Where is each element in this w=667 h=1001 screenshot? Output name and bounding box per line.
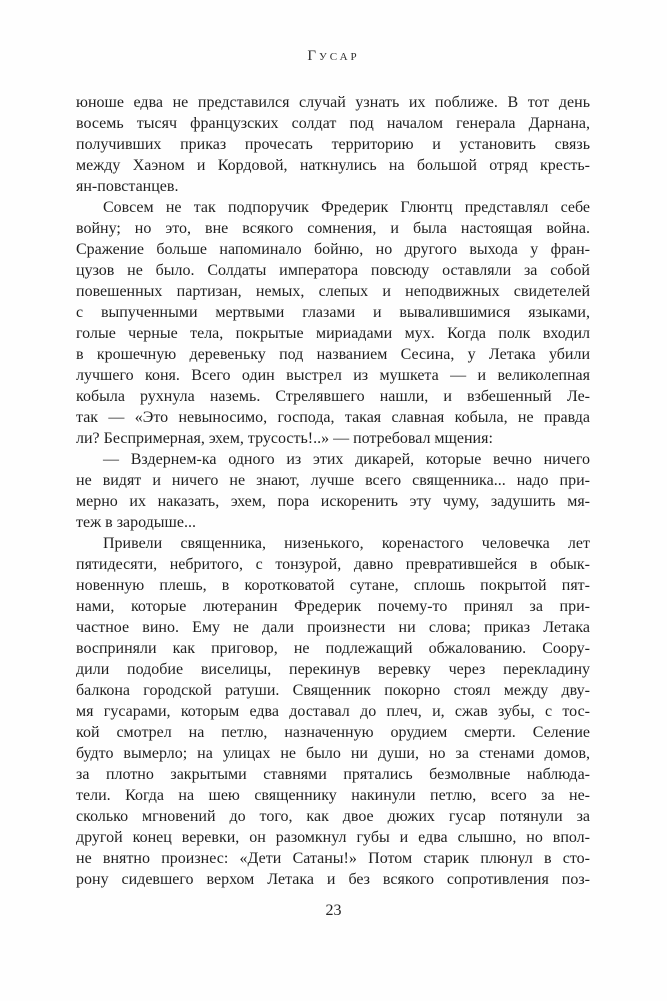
text-line: кобыла рухнула наземь. Стрелявшего нашли, и взбешенный Ле- bbox=[76, 388, 590, 405]
text-line: Привели священника, низенького, коренастого человечка лет bbox=[103, 535, 590, 552]
text-line: получивших приказ прочесать территорию и установить связь bbox=[76, 136, 590, 153]
text-line: Совсем не так подпоручик Фредерик Глюнтц представлял себе bbox=[103, 199, 590, 216]
text-line: дили подобие виселицы, перекинув веревку через перекладину bbox=[76, 661, 590, 678]
text-line: будто вымерло; на улицах не было ни души, но за стенами домов, bbox=[76, 745, 590, 762]
text-line: новенную плешь, в коротковатой сутане, сплошь покрытой пят- bbox=[76, 577, 590, 594]
text-line: с выпученными мертвыми глазами и вывалившимися языками, bbox=[76, 304, 590, 321]
text-line: — Вздернем-ка одного из этих дикарей, которые вечно ничего bbox=[103, 451, 590, 468]
text-line: рону сидевшего верхом Летака и без всякого сопротивления поз- bbox=[76, 871, 590, 888]
text-line: Сражение больше напоминало бойню, но другого выхода у фран- bbox=[76, 241, 590, 258]
text-line: сколько мгновений до того, как двое дюжих гусар потянули за bbox=[76, 808, 590, 825]
text-line: лучшего коня. Всего один выстрел из мушкета — и великолепная bbox=[76, 367, 590, 384]
text-line: ян-повстанцев. bbox=[76, 178, 179, 195]
text-line: голые черные тела, покрытые мириадами мух. Когда полк входил bbox=[76, 325, 590, 342]
text-line: не видят и ничего не знают, лучше всего священника... надо при- bbox=[76, 472, 590, 489]
text-line: не внятно произнес: «Дети Сатаны!» Потом старик плюнул в сто- bbox=[76, 850, 590, 867]
text-line: восемь тысяч французских солдат под началом генерала Дарнана, bbox=[76, 115, 590, 132]
text-line: другой конец веревки, он разомкнул губы и едва слышно, но впол- bbox=[76, 829, 590, 846]
text-line: теж в зародыше... bbox=[76, 514, 196, 531]
text-line: мя гусарами, которым едва доставал до плеч, и, сжав зубы, с тос- bbox=[76, 703, 590, 720]
page-number: 23 bbox=[325, 902, 342, 919]
text-line: восприняли как приговор, не подлежащий обжалованию. Соору- bbox=[76, 640, 590, 657]
text-line: ли? Беспримерная, эхем, трусость!..» — потребовал мщения: bbox=[76, 430, 493, 447]
text-line: в крошечную деревеньку под названием Сесина, у Летака убили bbox=[76, 346, 590, 363]
text-line: так — «Это невыносимо, господа, такая славная кобыла, не правда bbox=[76, 409, 590, 426]
text-line: частное вино. Ему не дали произнести ни слова; приказ Летака bbox=[76, 619, 590, 636]
text-line: балкона городской ратуши. Священник покорно стоял между дву- bbox=[76, 682, 590, 699]
text-line: кой смотрел на петлю, назначенную орудием смерти. Селение bbox=[76, 724, 590, 741]
running-header: Гусар bbox=[307, 48, 360, 64]
text-line: между Хаэном и Кордовой, наткнулись на большой отряд кресть- bbox=[76, 157, 590, 174]
text-line: повешенных партизан, немых, слепых и неподвижных свидетелей bbox=[76, 283, 590, 300]
text-line: тели. Когда на шею священнику накинули петлю, всего за не- bbox=[76, 787, 590, 804]
text-line: войну; но это, вне всякого сомнения, и была настоящая война. bbox=[76, 220, 590, 237]
text-line: мерно их наказать, эхем, пора искоренить эту чуму, задушить мя- bbox=[76, 493, 590, 510]
text-block bbox=[76, 92, 590, 890]
text-line: цузов не было. Солдаты императора повсюду оставляли за собой bbox=[76, 262, 590, 279]
text-line: за плотно закрытыми ставнями прятались безмолвные наблюда- bbox=[76, 766, 590, 783]
text-line: нами, которые лютеранин Фредерик почему-то принял за при- bbox=[76, 598, 590, 615]
text-line: пятидесяти, небритого, с тонзурой, давно превратившейся в обык- bbox=[76, 556, 590, 573]
text-line: юноше едва не представился случай узнать их поближе. В тот день bbox=[76, 94, 590, 111]
